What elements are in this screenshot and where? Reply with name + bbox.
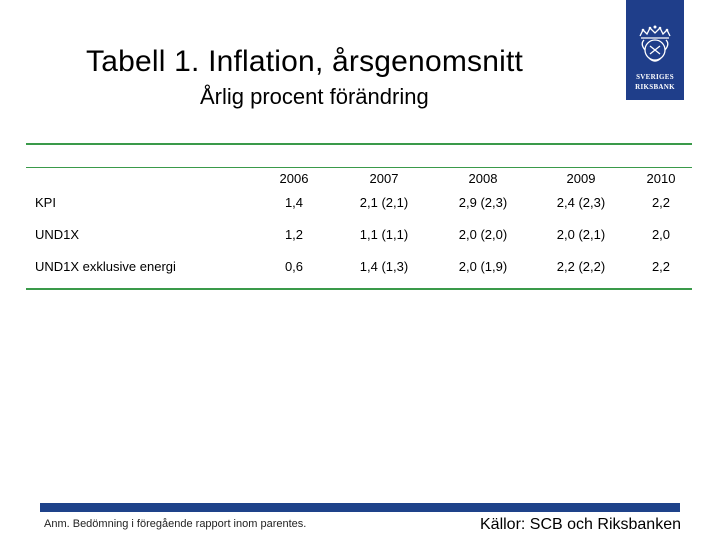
table-cell: 2,2 bbox=[651, 258, 671, 274]
column-header: 2008 bbox=[468, 170, 498, 186]
footnote: Anm. Bedömning i föregående rapport inom parentes. bbox=[44, 518, 307, 530]
column-header bbox=[26, 170, 254, 186]
slide-subtitle: Årlig procent förändring bbox=[200, 84, 429, 109]
bottom-rule bbox=[26, 288, 692, 290]
table-row bbox=[26, 250, 692, 282]
column-header: 2006 bbox=[279, 170, 309, 186]
table-row bbox=[26, 186, 692, 218]
row-label: KPI bbox=[35, 194, 56, 210]
table-cell: 2,1 (2,1) bbox=[359, 194, 409, 210]
logo-text-line2: RIKSBANK bbox=[635, 83, 675, 91]
table-cell: 2,0 (1,9) bbox=[458, 258, 508, 274]
table-cell: 1,4 (1,3) bbox=[359, 258, 409, 274]
table-cell: 0,6 bbox=[284, 258, 304, 274]
top-rule-1 bbox=[26, 143, 692, 145]
table-cell: 2,4 (2,3) bbox=[556, 194, 606, 210]
top-rule-2 bbox=[26, 167, 692, 168]
table-cell: 2,0 (2,0) bbox=[458, 226, 508, 242]
column-header: 2009 bbox=[566, 170, 596, 186]
table-cell: 2,2 bbox=[651, 194, 671, 210]
table-cell: 2,0 bbox=[651, 226, 671, 242]
source-text: Källor: SCB och Riksbanken bbox=[480, 516, 681, 533]
table-cell: 1,2 bbox=[284, 226, 304, 242]
table-row bbox=[26, 218, 692, 250]
table-cell: 1,4 bbox=[284, 194, 304, 210]
row-label: UND1X bbox=[35, 226, 80, 242]
table-cell: 1,1 (1,1) bbox=[359, 226, 409, 242]
inflation-table bbox=[26, 170, 692, 282]
table-cell: 2,2 (2,2) bbox=[556, 258, 606, 274]
footer-bar bbox=[40, 503, 680, 512]
header-row bbox=[26, 170, 692, 186]
column-header: 2010 bbox=[646, 170, 676, 186]
row-label: UND1X exklusive energi bbox=[35, 258, 176, 274]
logo-text-line1: SVERIGES bbox=[636, 73, 674, 81]
slide-title: Tabell 1. Inflation, årsgenomsnitt bbox=[86, 45, 524, 78]
column-header: 2007 bbox=[369, 170, 399, 186]
riksbank-logo bbox=[626, 0, 684, 100]
table-cell: 2,0 (2,1) bbox=[556, 226, 606, 242]
table-cell: 2,9 (2,3) bbox=[458, 194, 508, 210]
